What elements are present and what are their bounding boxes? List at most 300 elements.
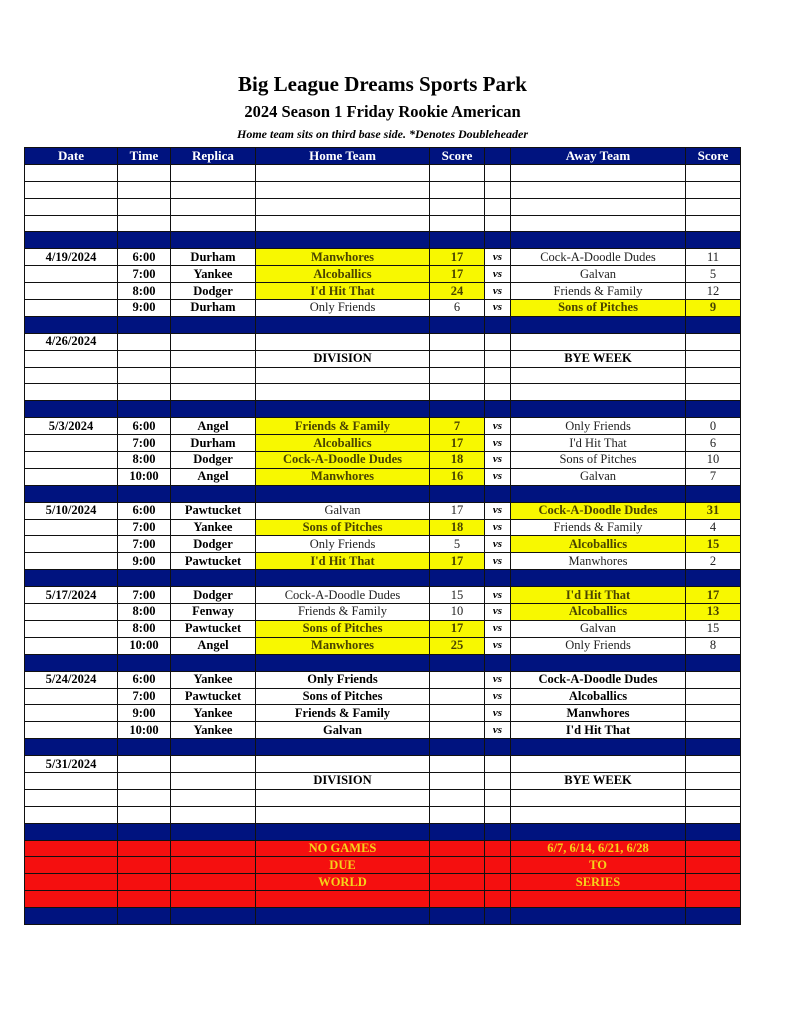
- time-cell: 10:00: [118, 722, 171, 739]
- game-row: [25, 637, 741, 654]
- away-team-cell: [511, 485, 686, 502]
- home-score-cell: [430, 164, 485, 181]
- away-team-cell: Sons of Pitches: [511, 300, 686, 317]
- home-score-cell: 6: [430, 300, 485, 317]
- away-score-cell: 10: [686, 452, 741, 469]
- time-cell: [118, 164, 171, 181]
- vs-cell: [485, 908, 511, 925]
- away-score-cell: [686, 671, 741, 688]
- replica-cell: [171, 333, 256, 350]
- time-cell: 7:00: [118, 587, 171, 604]
- home-score-cell: 15: [430, 587, 485, 604]
- replica-cell: [171, 570, 256, 587]
- home-team-cell: [256, 401, 430, 418]
- away-score-cell: [686, 857, 741, 874]
- away-score-cell: [686, 333, 741, 350]
- away-score-cell: 0: [686, 418, 741, 435]
- away-score-cell: [686, 789, 741, 806]
- home-score-cell: 24: [430, 283, 485, 300]
- date-cell: [25, 198, 118, 215]
- date-cell: [25, 637, 118, 654]
- game-row: [25, 587, 741, 604]
- time-cell: 6:00: [118, 418, 171, 435]
- home-team-cell: [256, 891, 430, 908]
- home-team-cell: [256, 570, 430, 587]
- date-cell: [25, 604, 118, 621]
- replica-cell: Durham: [171, 300, 256, 317]
- vs-cell: vs: [485, 536, 511, 553]
- home-score-cell: [430, 401, 485, 418]
- home-score-cell: [430, 772, 485, 789]
- home-score-cell: [430, 823, 485, 840]
- game-row: [25, 283, 741, 300]
- navy-row: [25, 570, 741, 587]
- replica-cell: [171, 181, 256, 198]
- away-score-cell: [686, 485, 741, 502]
- replica-cell: Pawtucket: [171, 502, 256, 519]
- away-score-cell: 15: [686, 620, 741, 637]
- replica-cell: [171, 232, 256, 249]
- away-team-cell: Alcoballics: [511, 688, 686, 705]
- away-score-cell: [686, 570, 741, 587]
- red-row: [25, 857, 741, 874]
- home-score-cell: 7: [430, 418, 485, 435]
- time-cell: [118, 485, 171, 502]
- date-cell: [25, 891, 118, 908]
- away-score-cell: [686, 215, 741, 232]
- date-cell: 5/31/2024: [25, 756, 118, 773]
- away-team-cell: [511, 384, 686, 401]
- away-score-cell: [686, 823, 741, 840]
- replica-cell: [171, 789, 256, 806]
- time-cell: 7:00: [118, 519, 171, 536]
- date-cell: [25, 485, 118, 502]
- game-row: [25, 705, 741, 722]
- vs-cell: [485, 401, 511, 418]
- time-cell: [118, 232, 171, 249]
- home-team-cell: [256, 789, 430, 806]
- replica-cell: Pawtucket: [171, 553, 256, 570]
- time-cell: [118, 756, 171, 773]
- replica-cell: [171, 401, 256, 418]
- away-score-cell: 6: [686, 435, 741, 452]
- date-cell: [25, 553, 118, 570]
- away-team-cell: Galvan: [511, 620, 686, 637]
- replica-cell: [171, 367, 256, 384]
- replica-cell: [171, 485, 256, 502]
- home-team-cell: Only Friends: [256, 536, 430, 553]
- home-score-cell: [430, 181, 485, 198]
- navy-row: [25, 485, 741, 502]
- header-date: Date: [25, 148, 118, 165]
- game-row: [25, 249, 741, 266]
- date-cell: [25, 620, 118, 637]
- time-cell: 8:00: [118, 452, 171, 469]
- game-row: [25, 688, 741, 705]
- away-score-cell: [686, 198, 741, 215]
- away-team-cell: BYE WEEK: [511, 350, 686, 367]
- vs-cell: [485, 874, 511, 891]
- date-cell: [25, 705, 118, 722]
- vs-cell: [485, 891, 511, 908]
- vs-cell: [485, 840, 511, 857]
- time-cell: [118, 350, 171, 367]
- blank-row: [25, 198, 741, 215]
- away-score-cell: [686, 722, 741, 739]
- home-team-cell: Friends & Family: [256, 705, 430, 722]
- away-team-cell: [511, 181, 686, 198]
- date-cell: [25, 435, 118, 452]
- home-team-cell: NO GAMES: [256, 840, 430, 857]
- home-team-cell: WORLD: [256, 874, 430, 891]
- home-score-cell: [430, 688, 485, 705]
- away-team-cell: [511, 908, 686, 925]
- away-score-cell: 17: [686, 587, 741, 604]
- header-home-team: Home Team: [256, 148, 430, 165]
- time-cell: [118, 891, 171, 908]
- vs-cell: vs: [485, 452, 511, 469]
- date-cell: [25, 772, 118, 789]
- date-cell: [25, 367, 118, 384]
- date-cell: [25, 468, 118, 485]
- away-team-cell: I'd Hit That: [511, 722, 686, 739]
- game-row: [25, 772, 741, 789]
- away-score-cell: 5: [686, 266, 741, 283]
- away-team-cell: Alcoballics: [511, 604, 686, 621]
- home-score-cell: [430, 485, 485, 502]
- vs-cell: [485, 215, 511, 232]
- vs-cell: vs: [485, 418, 511, 435]
- away-team-cell: [511, 401, 686, 418]
- home-score-cell: 25: [430, 637, 485, 654]
- home-score-cell: 16: [430, 468, 485, 485]
- home-team-cell: Manwhores: [256, 468, 430, 485]
- home-team-cell: DUE: [256, 857, 430, 874]
- away-score-cell: 13: [686, 604, 741, 621]
- home-score-cell: [430, 705, 485, 722]
- away-team-cell: BYE WEEK: [511, 772, 686, 789]
- home-team-cell: [256, 198, 430, 215]
- home-team-cell: Sons of Pitches: [256, 620, 430, 637]
- vs-cell: [485, 570, 511, 587]
- home-score-cell: [430, 198, 485, 215]
- home-score-cell: 17: [430, 620, 485, 637]
- away-score-cell: [686, 367, 741, 384]
- away-score-cell: [686, 654, 741, 671]
- away-score-cell: [686, 739, 741, 756]
- date-cell: [25, 806, 118, 823]
- home-team-cell: [256, 485, 430, 502]
- away-team-cell: [511, 756, 686, 773]
- vs-cell: [485, 333, 511, 350]
- vs-cell: vs: [485, 553, 511, 570]
- time-cell: 9:00: [118, 705, 171, 722]
- home-team-cell: [256, 215, 430, 232]
- away-team-cell: Manwhores: [511, 705, 686, 722]
- date-cell: [25, 789, 118, 806]
- replica-cell: Dodger: [171, 452, 256, 469]
- home-score-cell: 5: [430, 536, 485, 553]
- away-score-cell: 2: [686, 553, 741, 570]
- replica-cell: [171, 316, 256, 333]
- away-team-cell: Galvan: [511, 468, 686, 485]
- date-cell: [25, 570, 118, 587]
- away-score-cell: 7: [686, 468, 741, 485]
- away-team-cell: 6/7, 6/14, 6/21, 6/28: [511, 840, 686, 857]
- vs-cell: [485, 181, 511, 198]
- replica-cell: Angel: [171, 468, 256, 485]
- schedule-table: [24, 147, 741, 925]
- vs-cell: vs: [485, 266, 511, 283]
- date-cell: [25, 654, 118, 671]
- blank-row: [25, 806, 741, 823]
- home-team-cell: I'd Hit That: [256, 553, 430, 570]
- vs-cell: vs: [485, 688, 511, 705]
- vs-cell: [485, 485, 511, 502]
- time-cell: 6:00: [118, 249, 171, 266]
- date-cell: [25, 215, 118, 232]
- time-cell: 10:00: [118, 637, 171, 654]
- blank-row: [25, 789, 741, 806]
- away-team-cell: [511, 164, 686, 181]
- time-cell: 8:00: [118, 604, 171, 621]
- away-team-cell: [511, 333, 686, 350]
- time-cell: 8:00: [118, 620, 171, 637]
- home-team-cell: [256, 654, 430, 671]
- away-team-cell: [511, 316, 686, 333]
- vs-cell: [485, 316, 511, 333]
- home-team-cell: Only Friends: [256, 671, 430, 688]
- vs-cell: [485, 772, 511, 789]
- game-row: [25, 300, 741, 317]
- home-score-cell: [430, 789, 485, 806]
- time-cell: [118, 857, 171, 874]
- time-cell: 8:00: [118, 283, 171, 300]
- time-cell: [118, 840, 171, 857]
- home-score-cell: [430, 908, 485, 925]
- replica-cell: Dodger: [171, 536, 256, 553]
- season-subtitle: 2024 Season 1 Friday Rookie American: [244, 102, 521, 121]
- vs-cell: [485, 384, 511, 401]
- date-cell: [25, 232, 118, 249]
- replica-cell: [171, 908, 256, 925]
- home-score-cell: [430, 840, 485, 857]
- replica-cell: [171, 806, 256, 823]
- away-score-cell: 31: [686, 502, 741, 519]
- home-team-cell: [256, 384, 430, 401]
- replica-cell: Durham: [171, 249, 256, 266]
- vs-cell: [485, 857, 511, 874]
- home-team-cell: [256, 181, 430, 198]
- vs-cell: vs: [485, 249, 511, 266]
- blank-row: [25, 164, 741, 181]
- vs-cell: vs: [485, 722, 511, 739]
- home-team-cell: Alcoballics: [256, 266, 430, 283]
- time-cell: 9:00: [118, 300, 171, 317]
- away-score-cell: [686, 705, 741, 722]
- home-team-cell: I'd Hit That: [256, 283, 430, 300]
- time-cell: [118, 570, 171, 587]
- home-team-cell: Friends & Family: [256, 418, 430, 435]
- replica-cell: [171, 198, 256, 215]
- time-cell: [118, 739, 171, 756]
- home-team-cell: Sons of Pitches: [256, 519, 430, 536]
- replica-cell: Angel: [171, 418, 256, 435]
- vs-cell: vs: [485, 502, 511, 519]
- away-score-cell: [686, 891, 741, 908]
- date-cell: [25, 316, 118, 333]
- date-cell: [25, 452, 118, 469]
- replica-cell: [171, 756, 256, 773]
- date-cell: [25, 401, 118, 418]
- away-team-cell: [511, 198, 686, 215]
- replica-cell: [171, 384, 256, 401]
- away-team-cell: Alcoballics: [511, 536, 686, 553]
- date-cell: [25, 181, 118, 198]
- away-team-cell: TO: [511, 857, 686, 874]
- red-row: [25, 891, 741, 908]
- vs-cell: [485, 806, 511, 823]
- header-vs: [485, 148, 511, 165]
- vs-cell: vs: [485, 468, 511, 485]
- home-team-cell: Sons of Pitches: [256, 688, 430, 705]
- away-score-cell: [686, 232, 741, 249]
- away-score-cell: [686, 164, 741, 181]
- away-team-cell: [511, 570, 686, 587]
- away-team-cell: [511, 215, 686, 232]
- time-cell: [118, 654, 171, 671]
- away-team-cell: Only Friends: [511, 637, 686, 654]
- game-row: [25, 519, 741, 536]
- home-team-cell: DIVISION: [256, 350, 430, 367]
- home-team-cell: Cock-A-Doodle Dudes: [256, 587, 430, 604]
- replica-cell: [171, 215, 256, 232]
- date-cell: 5/10/2024: [25, 502, 118, 519]
- away-score-cell: 8: [686, 637, 741, 654]
- home-team-cell: [256, 232, 430, 249]
- time-cell: [118, 772, 171, 789]
- navy-row: [25, 908, 741, 925]
- game-row: [25, 553, 741, 570]
- away-team-cell: Friends & Family: [511, 519, 686, 536]
- away-team-cell: [511, 806, 686, 823]
- home-score-cell: 17: [430, 266, 485, 283]
- replica-cell: Pawtucket: [171, 688, 256, 705]
- game-row: [25, 604, 741, 621]
- home-team-cell: [256, 806, 430, 823]
- date-cell: [25, 739, 118, 756]
- away-team-cell: Sons of Pitches: [511, 452, 686, 469]
- home-score-cell: 10: [430, 604, 485, 621]
- time-cell: 7:00: [118, 266, 171, 283]
- away-team-cell: Friends & Family: [511, 283, 686, 300]
- time-cell: [118, 198, 171, 215]
- game-row: [25, 333, 741, 350]
- replica-cell: [171, 164, 256, 181]
- home-score-cell: [430, 367, 485, 384]
- navy-row: [25, 316, 741, 333]
- header-time: Time: [118, 148, 171, 165]
- game-row: [25, 452, 741, 469]
- time-cell: 9:00: [118, 553, 171, 570]
- away-score-cell: [686, 384, 741, 401]
- game-row: [25, 266, 741, 283]
- home-team-cell: [256, 164, 430, 181]
- away-score-cell: [686, 874, 741, 891]
- date-cell: [25, 384, 118, 401]
- home-team-cell: Friends & Family: [256, 604, 430, 621]
- home-team-cell: [256, 333, 430, 350]
- vs-cell: [485, 739, 511, 756]
- date-cell: [25, 722, 118, 739]
- away-team-cell: Cock-A-Doodle Dudes: [511, 671, 686, 688]
- time-cell: 10:00: [118, 468, 171, 485]
- time-cell: [118, 823, 171, 840]
- home-team-cell: [256, 739, 430, 756]
- replica-cell: Yankee: [171, 519, 256, 536]
- away-team-cell: [511, 789, 686, 806]
- home-score-cell: [430, 316, 485, 333]
- time-cell: 6:00: [118, 502, 171, 519]
- away-score-cell: 15: [686, 536, 741, 553]
- date-cell: 4/26/2024: [25, 333, 118, 350]
- home-team-cell: Galvan: [256, 502, 430, 519]
- home-team-cell: Only Friends: [256, 300, 430, 317]
- home-team-cell: [256, 823, 430, 840]
- header-row: [25, 148, 741, 165]
- time-cell: [118, 384, 171, 401]
- vs-cell: vs: [485, 705, 511, 722]
- game-row: [25, 435, 741, 452]
- time-cell: [118, 806, 171, 823]
- vs-cell: vs: [485, 620, 511, 637]
- vs-cell: vs: [485, 637, 511, 654]
- away-team-cell: [511, 891, 686, 908]
- away-score-cell: 9: [686, 300, 741, 317]
- away-team-cell: [511, 654, 686, 671]
- game-row: [25, 671, 741, 688]
- vs-cell: [485, 164, 511, 181]
- date-cell: 5/3/2024: [25, 418, 118, 435]
- date-cell: [25, 519, 118, 536]
- away-score-cell: [686, 840, 741, 857]
- time-cell: [118, 874, 171, 891]
- date-cell: [25, 300, 118, 317]
- date-cell: [25, 266, 118, 283]
- away-score-cell: [686, 688, 741, 705]
- date-cell: [25, 164, 118, 181]
- home-score-cell: [430, 874, 485, 891]
- home-team-cell: [256, 367, 430, 384]
- blank-row: [25, 215, 741, 232]
- replica-cell: Dodger: [171, 587, 256, 604]
- navy-row: [25, 401, 741, 418]
- vs-cell: vs: [485, 587, 511, 604]
- away-team-cell: [511, 739, 686, 756]
- date-cell: [25, 350, 118, 367]
- date-cell: 5/17/2024: [25, 587, 118, 604]
- replica-cell: Pawtucket: [171, 620, 256, 637]
- vs-cell: vs: [485, 435, 511, 452]
- header-home-score: Score: [430, 148, 485, 165]
- vs-cell: vs: [485, 283, 511, 300]
- home-team-cell: [256, 908, 430, 925]
- away-team-cell: Only Friends: [511, 418, 686, 435]
- navy-row: [25, 739, 741, 756]
- replica-cell: [171, 739, 256, 756]
- away-score-cell: [686, 401, 741, 418]
- time-cell: [118, 181, 171, 198]
